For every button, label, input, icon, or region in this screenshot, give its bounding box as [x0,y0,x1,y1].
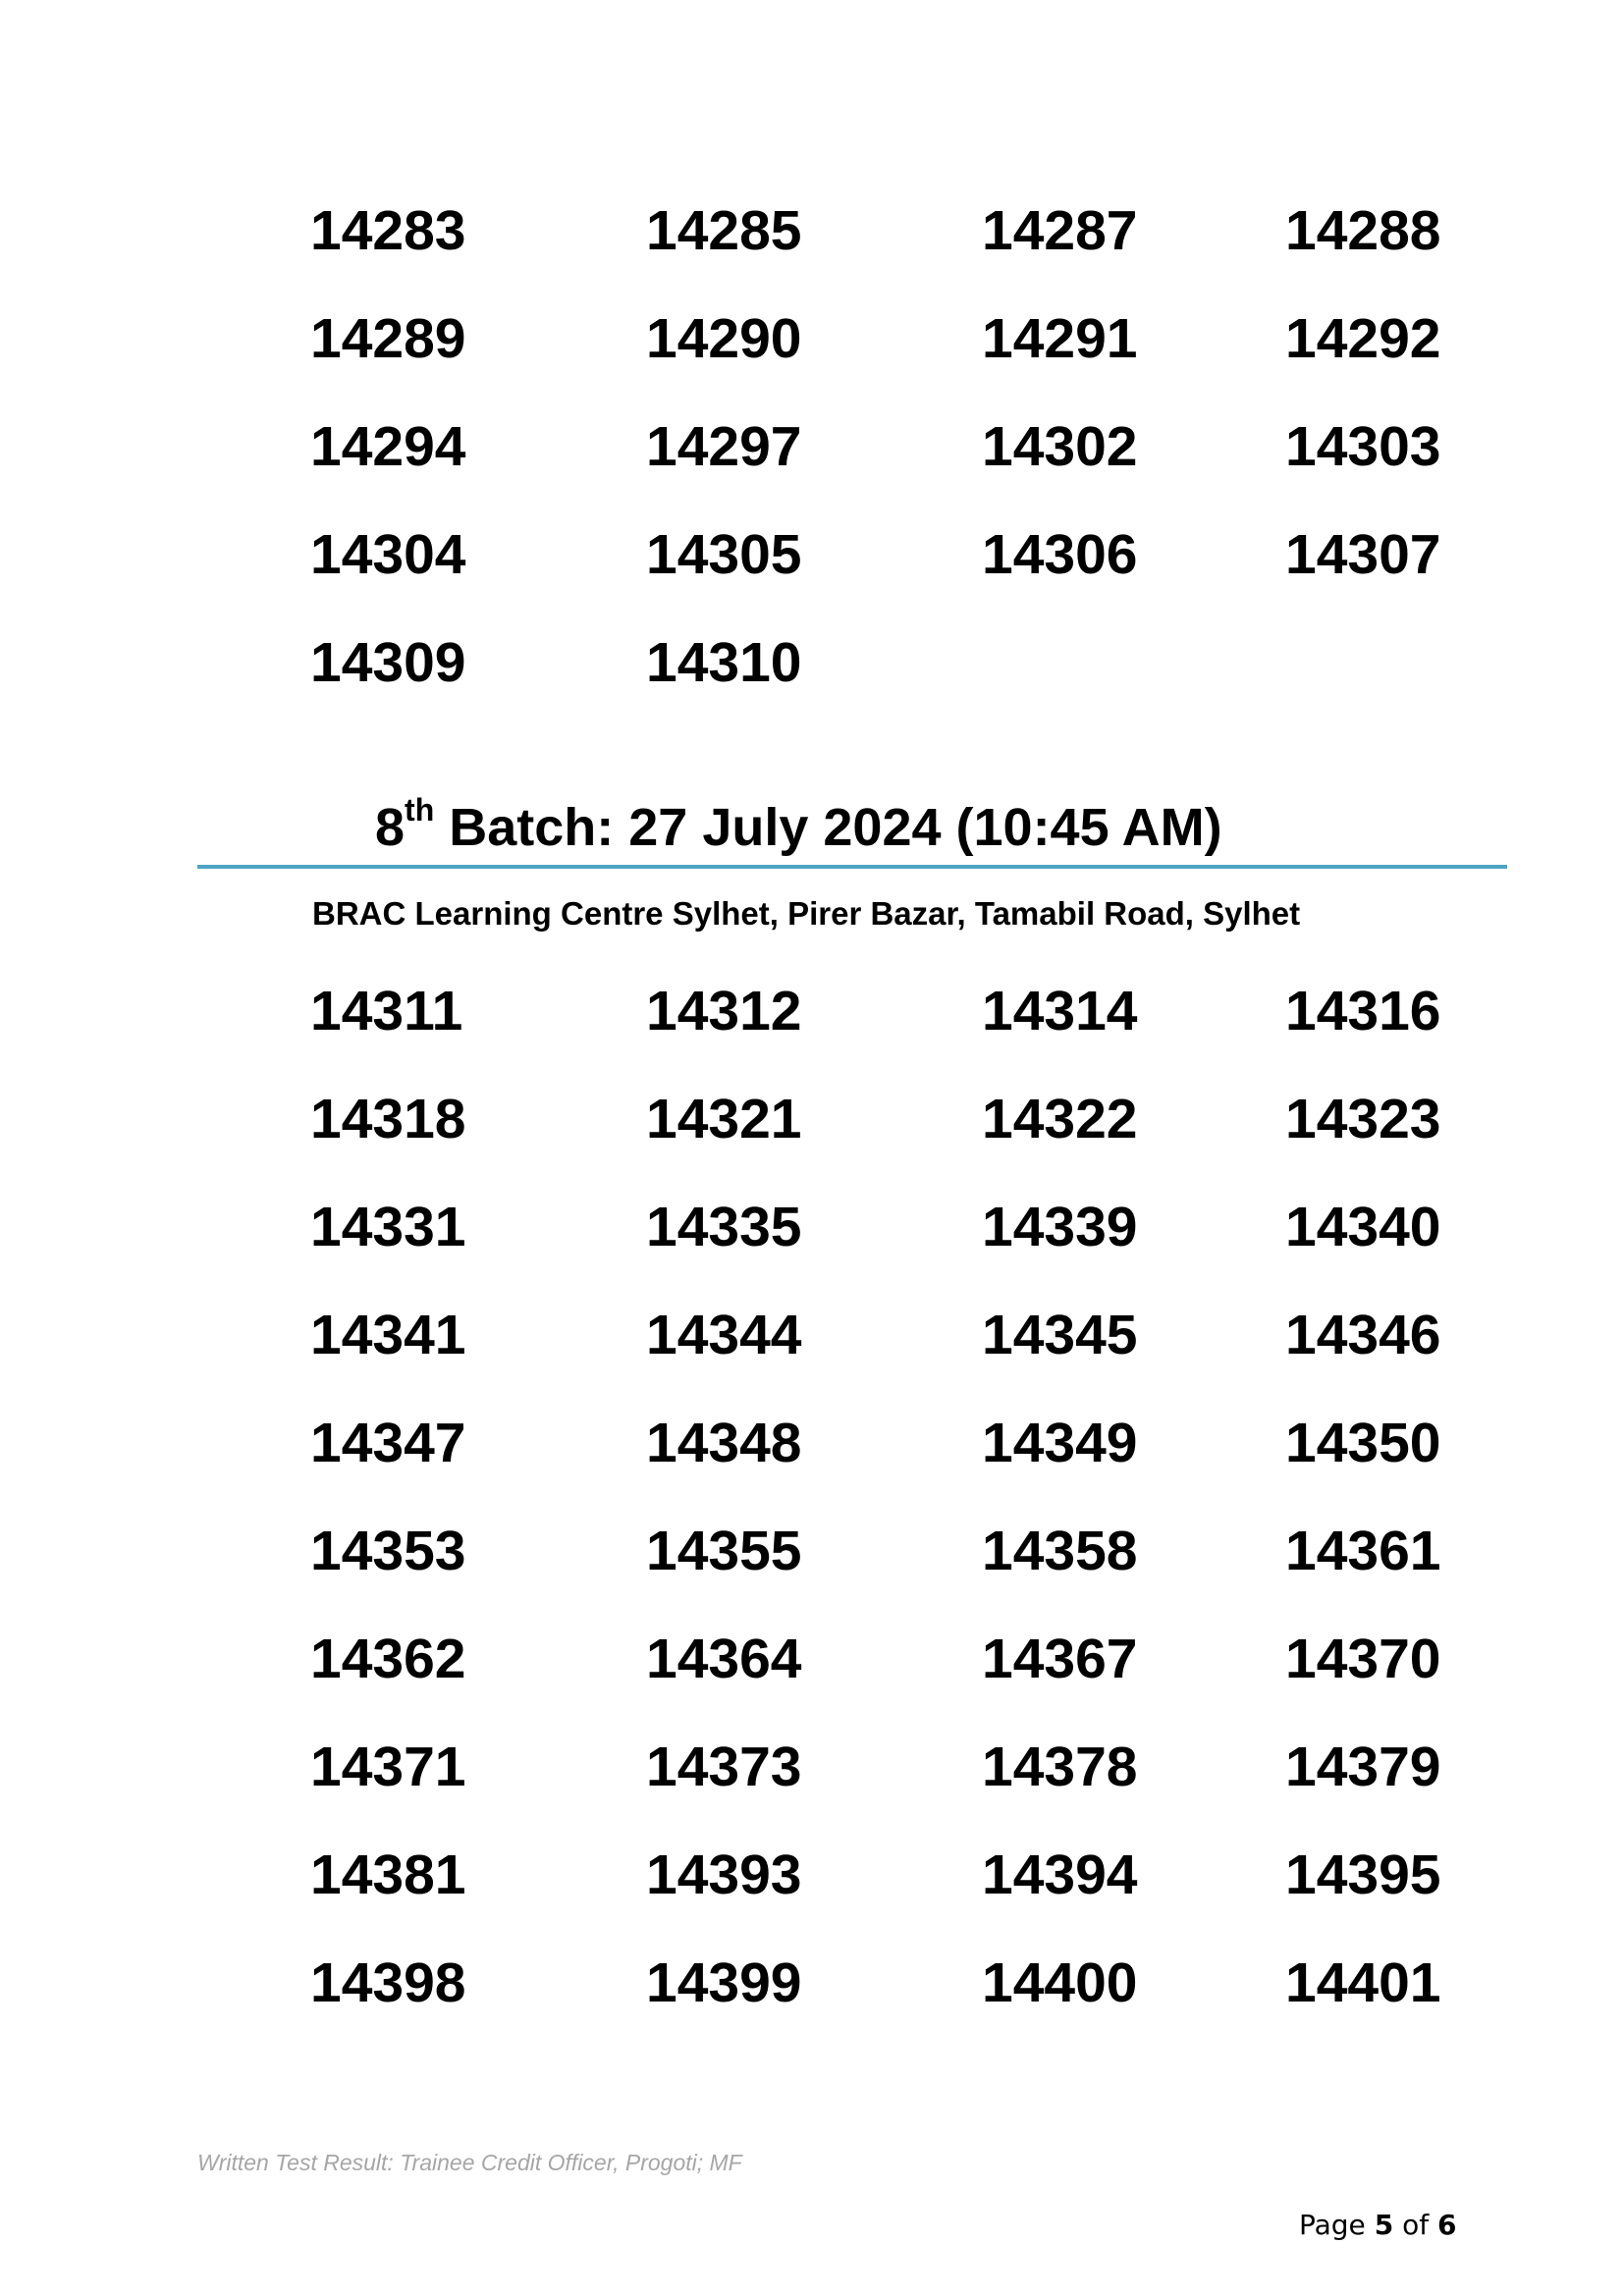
roll-number: 14339 [982,1196,1138,1258]
page-middle: of [1393,2209,1437,2241]
table-row [310,191,1489,299]
roll-number: 14310 [646,631,802,694]
roll-number: 14290 [646,307,802,370]
table-row [310,1296,1489,1404]
table-row [310,623,1489,731]
table-row [310,407,1489,515]
table-row [310,1728,1489,1836]
roll-number: 14346 [1285,1304,1441,1366]
roll-number: 14305 [646,523,802,586]
table-row [310,1188,1489,1296]
table-row [310,1512,1489,1620]
roll-number: 14318 [310,1088,466,1150]
table-row [310,515,1489,623]
roll-number: 14311 [310,980,463,1042]
roll-number: 14398 [310,1951,466,2014]
roll-number: 14381 [310,1843,466,1906]
batch-heading [375,793,1222,862]
roll-number: 14283 [310,199,466,262]
roll-number: 14395 [1285,1843,1441,1906]
roll-number: 14367 [982,1628,1138,1690]
roll-list-top [310,191,1489,731]
roll-number: 14348 [646,1412,802,1474]
roll-number: 14358 [982,1520,1138,1582]
batch-number: 8 [375,798,406,857]
roll-number: 14370 [1285,1628,1441,1690]
roll-number: 14345 [982,1304,1138,1366]
roll-number: 14362 [310,1628,466,1690]
batch-ordinal-suffix: th [405,792,435,828]
venue-address: BRAC Learning Centre Sylhet, Pirer Bazar, Tamabil Road, Sylhet [312,895,1301,932]
roll-number: 14287 [982,199,1138,262]
page-total: 6 [1436,2209,1457,2241]
roll-number: 14353 [310,1520,466,1582]
page-prefix: Page [1299,2209,1375,2241]
page-number [1299,2209,1456,2241]
roll-number: 14361 [1285,1520,1441,1582]
roll-number: 14323 [1285,1088,1441,1150]
table-row [310,299,1489,407]
footer-note: Written Test Result: Trainee Credit Officer, Progoti; MF [197,2150,742,2175]
roll-number: 14292 [1285,307,1441,370]
roll-number: 14400 [982,1951,1138,2014]
roll-number: 14314 [982,980,1138,1042]
roll-number: 14350 [1285,1412,1441,1474]
roll-number: 14335 [646,1196,802,1258]
roll-number: 14291 [982,307,1138,370]
roll-number: 14394 [982,1843,1138,1906]
roll-number: 14378 [982,1735,1138,1798]
roll-number: 14302 [982,415,1138,478]
table-row [310,1080,1489,1188]
roll-number: 14285 [646,199,802,262]
roll-number: 14364 [646,1628,802,1690]
table-row [310,972,1489,1080]
table-row [310,1944,1489,2052]
roll-number: 14303 [1285,415,1441,478]
roll-number: 14399 [646,1951,802,2014]
roll-number: 14294 [310,415,466,478]
table-row [310,1836,1489,1944]
roll-number: 14355 [646,1520,802,1582]
roll-number: 14288 [1285,199,1441,262]
roll-number: 14309 [310,631,466,694]
roll-number: 14373 [646,1735,802,1798]
roll-number: 14349 [982,1412,1138,1474]
roll-number: 14341 [310,1304,466,1366]
roll-number: 14312 [646,980,802,1042]
roll-number: 14379 [1285,1735,1441,1798]
roll-number: 14393 [646,1843,802,1906]
roll-number: 14331 [310,1196,466,1258]
roll-number: 14297 [646,415,802,478]
page-current: 5 [1374,2209,1394,2241]
table-row [310,1620,1489,1728]
table-row [310,1404,1489,1512]
roll-number: 14307 [1285,523,1441,586]
roll-list-bottom [310,972,1489,2052]
roll-number: 14306 [982,523,1138,586]
roll-number: 14401 [1285,1951,1441,2014]
roll-number: 14304 [310,523,466,586]
batch-title: Batch: 27 July 2024 (10:45 AM) [434,798,1222,857]
section-divider [197,865,1507,869]
roll-number: 14371 [310,1735,466,1798]
roll-number: 14340 [1285,1196,1441,1258]
roll-number: 14344 [646,1304,802,1366]
roll-number: 14321 [646,1088,802,1150]
roll-number: 14289 [310,307,466,370]
roll-number: 14347 [310,1412,466,1474]
roll-number: 14316 [1285,980,1441,1042]
roll-number: 14322 [982,1088,1138,1150]
